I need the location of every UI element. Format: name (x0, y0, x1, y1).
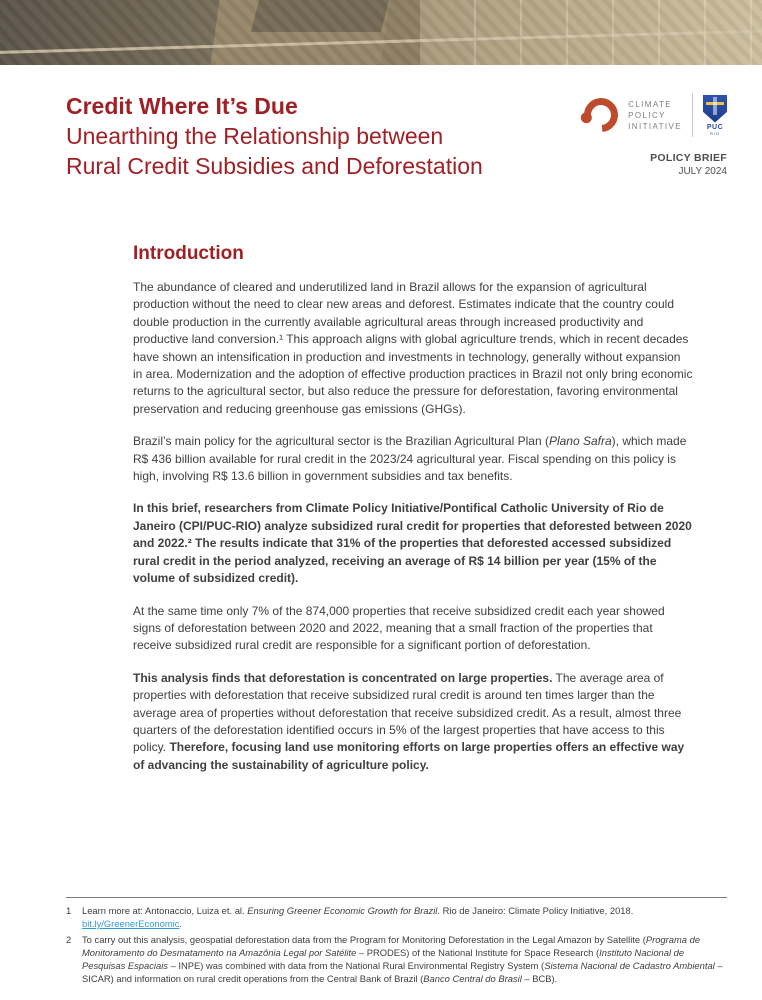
greener-economic-link[interactable]: bit.ly/GreenerEconomic (82, 918, 180, 929)
text-run: Learn more at: Antonaccio, Luiza et. al. (82, 905, 248, 916)
footnote-number: 1 (66, 905, 72, 916)
brief-date: JULY 2024 (678, 166, 727, 177)
footnote-text (82, 904, 727, 930)
intro-paragraph-3-key-finding: In this brief, researchers from Climate Policy Initiative/Pontifical Catholic University of Rio de Janeiro (CPI/PUC-RIO) analyze subsidized rural credit for properties that deforested between 2020 and 2022.² The results indicate that 31% of the properties that deforested accessed subsidized rural credit in the period analyzed, receiving an average of R$ 14 billion per year (15% of the volume of subsidized credit). (133, 501, 692, 586)
puc-crest-icon (703, 95, 727, 123)
footnote-2 (66, 933, 727, 985)
puc-rio-logo (703, 95, 727, 136)
sicar-italic: Sistema Nacional de Cadastro Ambiental (544, 960, 715, 971)
subtitle-line-2: Rural Credit Subsidies and Deforestation (66, 153, 483, 179)
report-subtitle (66, 121, 483, 181)
logo-row (584, 93, 727, 137)
cpi-word-climate: CLIMATE (628, 99, 673, 109)
report-title: Credit Where It’s Due (66, 93, 298, 119)
puc-label: PUC (706, 123, 724, 131)
plano-safra-italic: Plano Safra (548, 434, 612, 449)
document-body (0, 181, 762, 774)
prodes-italic: Programa de Monitoramento do Desmatamento na Amazônia Legal por Satélite (82, 934, 701, 958)
intro-paragraph-1: The abundance of cleared and underutilized land in Brazil allows for the expansion of agricultural production without the need to clear new areas and deforest. Estimates indicate that the country could double production in the currently available agricultural areas through increased productivity and productive land conversion.¹ This approach aligns with global agriculture trends, which in recent decades have shown an intensification in production and investments in technology, generally without expansion in area. Modernization and the adoption of effective production practices in Brazil not only bring economic returns to the agricultural sector, but also reduce the pressure for deforestation, favoring environmental preservation and reducing greenhouse gas emissions (GHGs). (133, 280, 693, 416)
text-run: – BCB). (521, 973, 558, 984)
text-run: . Rio de Janeiro: Climate Policy Initiative, 2018. (437, 905, 634, 916)
photo-texture (0, 0, 762, 65)
report-header (0, 65, 762, 181)
cpi-logo-icon (577, 91, 625, 139)
title-block (66, 91, 483, 181)
intro-paragraph-2 (133, 433, 693, 485)
footnote-divider (66, 897, 727, 898)
section-heading-introduction: Introduction (133, 243, 244, 264)
citation-title-italic: Ensuring Greener Economic Growth for Brazil (247, 905, 438, 916)
cpi-word-initiative: INITIATIVE (628, 121, 682, 131)
brief-meta (650, 151, 727, 179)
text-run: The average area of properties with deforestation that receive subsidized rural credit is around ten times larger than the average area of properties without deforestation that receive subsidized credit. As a result, almost three quarters of the deforestation identified occurs in 5% of the largest properties that have access to this policy. (133, 670, 682, 755)
cpi-word-policy: POLICY (628, 110, 666, 120)
footnote-1 (66, 904, 727, 930)
text-run: – SICAR) and information on rural credit operations from the Central Bank of Brazil ( (82, 960, 723, 984)
intro-paragraph-5 (133, 670, 693, 774)
footnote-number: 2 (66, 934, 72, 945)
header-meta-block (584, 91, 727, 181)
inpe-italic: Instituto Nacional de Pesquisas Espaciais (82, 947, 685, 971)
text-run: To carry out this analysis, geospatial deforestation data from the Program for Monitoring Deforestation in the Legal Amazon by Satellite ( (82, 934, 646, 945)
footnotes-section (0, 897, 762, 1000)
logo-divider (692, 93, 693, 137)
intro-paragraph-4: At the same time only 7% of the 874,000 properties that receive subsidized credit each year showed signs of deforestation between 2020 and 2022, meaning that a small fraction of the properties that receive subsidized rural credit are responsible for a significant portion of deforestation. (133, 603, 665, 653)
bcb-italic: Banco Central do Brasil (423, 973, 522, 984)
subtitle-line-1: Unearthing the Relationship between (66, 123, 444, 149)
text-run: . (179, 918, 183, 929)
aerial-farmland-photo (0, 0, 762, 65)
puc-sub-label: RIO (709, 130, 721, 136)
text-run: – PRODES) of the National Institute for Space Research ( (356, 947, 600, 958)
text-run: – INPE) was combined with data from the National Rural Environmental Registry System ( (167, 960, 545, 971)
cpi-logo-wordmark (628, 99, 682, 132)
footnote-text (82, 933, 727, 985)
text-run: Brazil’s main policy for the agricultural sector is the Brazilian Agricultural Plan ( (133, 434, 549, 449)
bold-finding-run: This analysis finds that deforestation is concentrated on large properties. (133, 670, 553, 685)
bold-recommendation-run: Therefore, focusing land use monitoring efforts on large properties offers an effective way of advancing the sustainability of agriculture policy. (133, 740, 685, 772)
text-run: ), which made R$ 436 billion available for rural credit in the 2023/24 agricultural year. Fiscal spending on this policy is high, involving R$ 13.6 billion in government subsidies and tax benefits. (133, 434, 687, 484)
brief-type-label: POLICY BRIEF (650, 152, 727, 164)
